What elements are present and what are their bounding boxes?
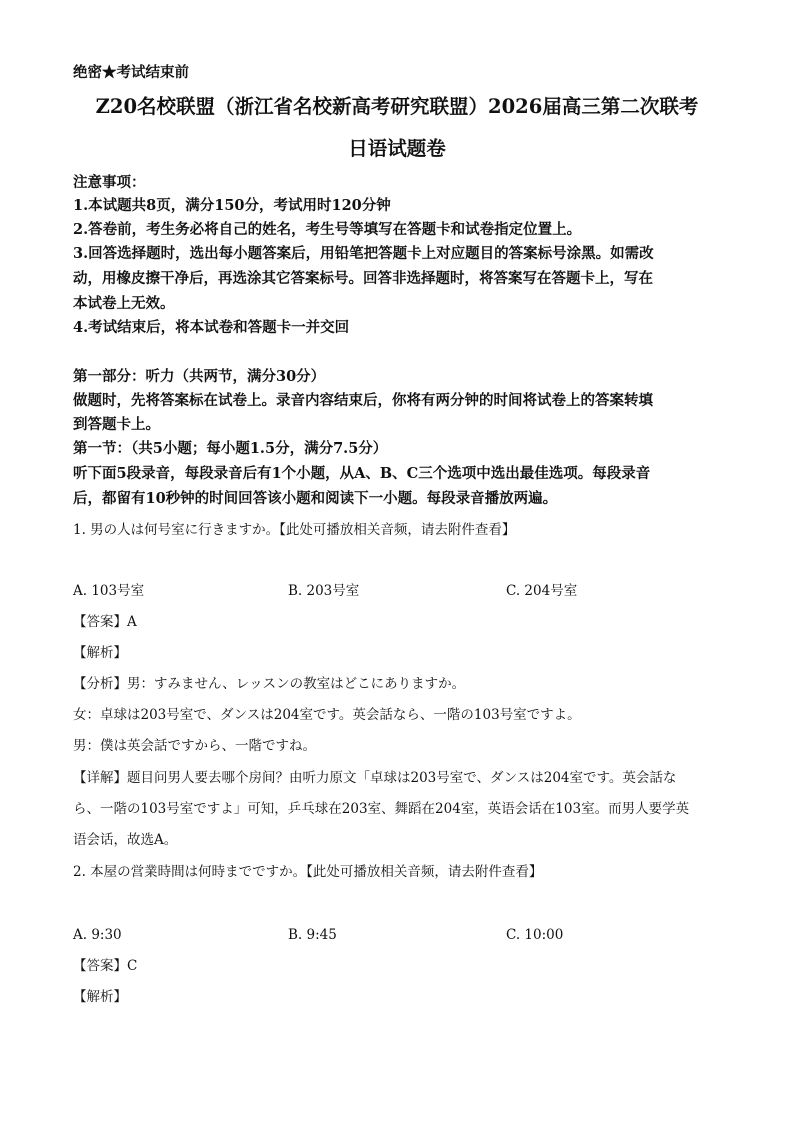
notice-item-2: 2.答卷前，考生务必将自己的姓名，考生号等填写在答题卡和试卷指定位置上。 — [73, 221, 582, 238]
question-1-option-a: A. 103号室 — [73, 583, 145, 599]
question-1-detail-line-3: 语会话，故选A。 — [73, 832, 178, 848]
notice-item-4: 4.考试结束后，将本试卷和答题卡一并交回 — [73, 319, 350, 336]
part1-heading: 第一部分：听力（共两节，满分30分） — [73, 368, 326, 385]
part1-instruction-line-1: 做题时，先将答案标在试卷上。录音内容结束后，你将有两分钟的时间将试卷上的答案转填 — [73, 392, 653, 409]
question-1-fenxi-line-1: 【分析】男：すみません、レッスンの教室はどこにありますか。 — [73, 676, 466, 692]
section1-instruction-line-2: 后，都留有10秒钟的时间回答该小题和阅读下一小题。每段录音播放两遍。 — [73, 490, 558, 507]
question-1-option-b: B. 203号室 — [288, 583, 360, 599]
part1-instruction-line-2: 到答题卡上。 — [73, 416, 160, 433]
question-1-stem: 1. 男の人は何号室に行きますか。【此处可播放相关音频，请去附件查看】 — [73, 522, 516, 538]
question-1-analysis-label: 【解析】 — [73, 645, 127, 661]
question-2-stem: 2. 本屋の営業時間は何時までですか。【此处可播放相关音频，请去附件查看】 — [73, 864, 543, 880]
question-2-option-a: A. 9:30 — [73, 927, 122, 943]
notice-heading: 注意事项： — [73, 174, 146, 191]
question-2-option-b: B. 9:45 — [288, 927, 337, 943]
notice-item-1: 1.本试题共8页，满分150分，考试用时120分钟 — [73, 197, 391, 214]
question-1-fenxi-line-3: 男：僕は英会話ですから、一階ですね。 — [73, 738, 316, 754]
question-1-fenxi-line-2: 女：卓球は203号室で、ダンスは204室です。英会話なら、一階の103号室ですよ。 — [73, 707, 581, 723]
notice-item-3-line-1: 3.回答选择题时，选出每小题答案后，用铅笔把答题卡上对应题目的答案标号涂黑。如需改 — [73, 245, 654, 262]
question-1-detail-line-1: 【详解】题目问男人要去哪个房间？由听力原文「卓球は203号室で、ダンスは204室です。英会話な — [73, 770, 677, 786]
section1-instruction-line-1: 听下面5段录音，每段录音后有1个小题，从A、B、C三个选项中选出最佳选项。每段录音 — [73, 465, 651, 482]
exam-title: Z20名校联盟（浙江省名校新高考研究联盟）2026届高三第二次联考 — [95, 95, 699, 118]
question-2-answer: 【答案】C — [73, 958, 138, 974]
notice-item-3-line-3: 本试卷上无效。 — [73, 295, 175, 312]
notice-item-3-line-2: 动，用橡皮擦干净后，再选涂其它答案标号。回答非选择题时，将答案写在答题卡上，写在 — [73, 270, 653, 287]
question-1-detail-line-2: ら、一階の103号室ですよ」可知，乒乓球在203室、舞蹈在204室，英语会话在103室。而男人要学英 — [73, 801, 690, 817]
question-1-option-c: C. 204号室 — [506, 583, 578, 599]
exam-subtitle: 日语试题卷 — [348, 137, 446, 160]
secret-mark: 绝密★考试结束前 — [73, 64, 189, 81]
section1-heading: 第一节：（共5小题；每小题1.5分，满分7.5分） — [73, 440, 388, 457]
question-2-option-c: C. 10:00 — [506, 927, 564, 943]
question-2-analysis-label: 【解析】 — [73, 989, 127, 1005]
question-1-answer: 【答案】A — [73, 614, 137, 630]
